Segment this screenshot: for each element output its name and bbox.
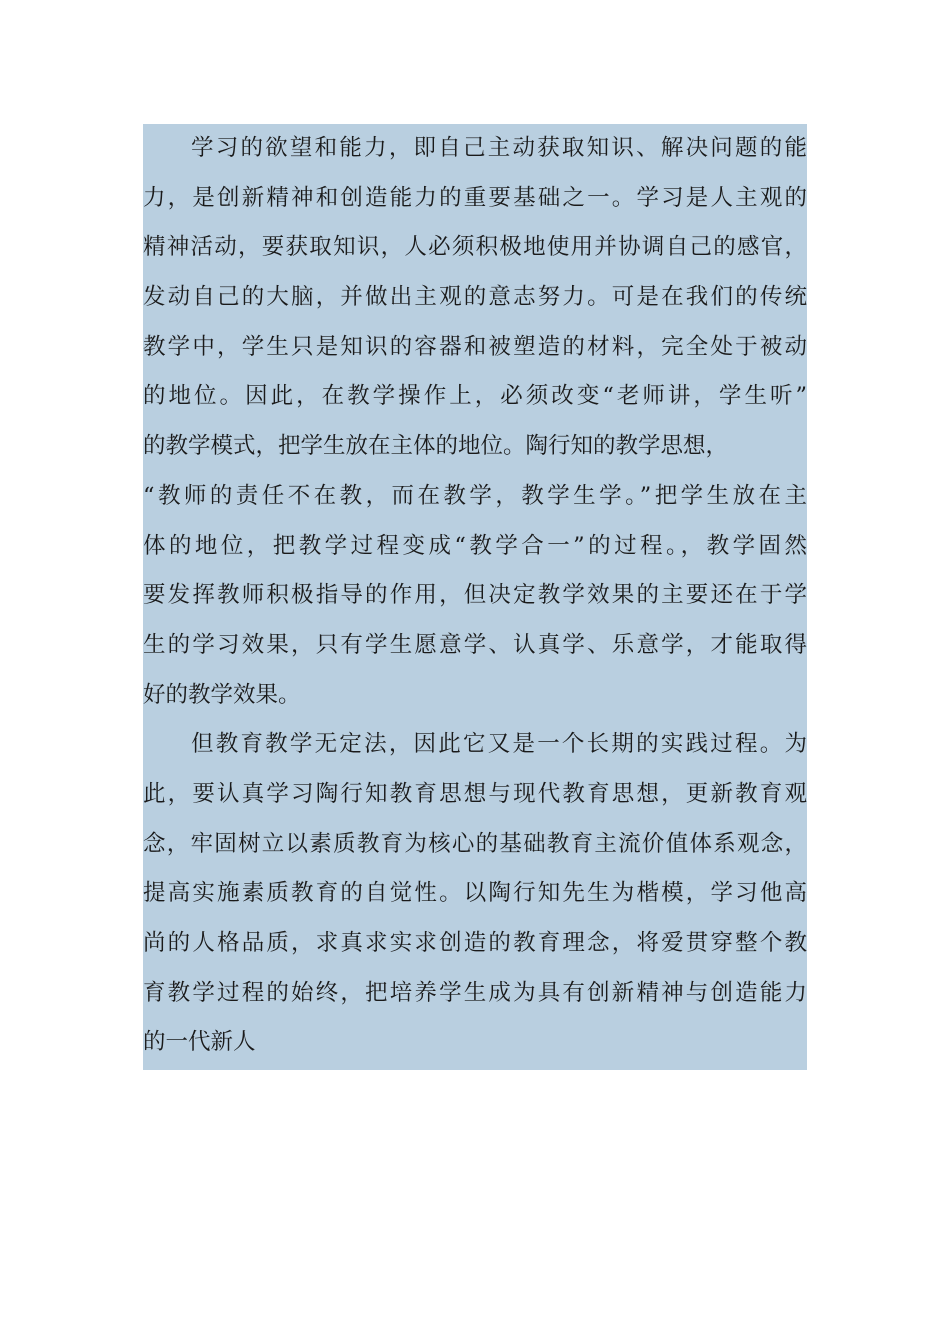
paragraph-2-line: 此，要认真学习陶行知教育思想与现代教育思想，更新教育观: [143, 780, 807, 807]
paragraph-1-line: 生的学习效果，只有学生愿意学、认真学、乐意学，才能取得: [143, 631, 807, 658]
paragraph-2-line: 提高实施素质教育的自觉性。以陶行知先生为楷模，学习他高: [143, 880, 807, 907]
paragraph-2-line: 的一代新人: [143, 1029, 256, 1056]
paragraph-1-line: 的地位。因此，在教学操作上，必须改变“老师讲，学生听”: [143, 383, 807, 410]
paragraph-1-line: 好的教学效果。: [143, 681, 301, 708]
paragraph-2-line: 尚的人格品质，求真求实求创造的教育理念，将爱贯穿整个教: [143, 930, 807, 956]
paragraph-1-line: 的教学模式，把学生放在主体的地位。陶行知的教学思想，: [143, 433, 729, 460]
paragraph-1-line: “教师的责任不在教，而在教学，教学生学。”把学生放在主: [143, 482, 807, 509]
paragraph-1-line: 体的地位，把教学过程变成“教学合一”的过程。，教学固然: [143, 532, 807, 559]
paragraph-1-line: 要发挥教师积极指导的作用，但决定教学效果的主要还在于学: [143, 582, 807, 609]
paragraph-2-line: 念，牢固树立以素质教育为核心的基础教育主流价值体系观念，: [143, 830, 807, 857]
paragraph-1-line: 精神活动，要获取知识，人必须积极地使用并协调自己的感官，: [143, 234, 807, 261]
paragraph-1-line: 学习的欲望和能力，即自己主动获取知识、解决问题的能: [191, 135, 807, 161]
document-body: [143, 124, 807, 1068]
paragraph-2-line: 育教学过程的始终，把培养学生成为具有创新精神与创造能力: [143, 979, 807, 1006]
paragraph-1-line: 力，是创新精神和创造能力的重要基础之一。学习是人主观的: [143, 184, 807, 211]
paragraph-1-line: 教学中，学生只是知识的容器和被塑造的材料，完全处于被动: [143, 333, 807, 360]
paragraph-2-line: 但教育教学无定法，因此它又是一个长期的实践过程。为: [191, 731, 807, 758]
paragraph-1-line: 发动自己的大脑，并做出主观的意志努力。可是在我们的传统: [143, 284, 807, 311]
